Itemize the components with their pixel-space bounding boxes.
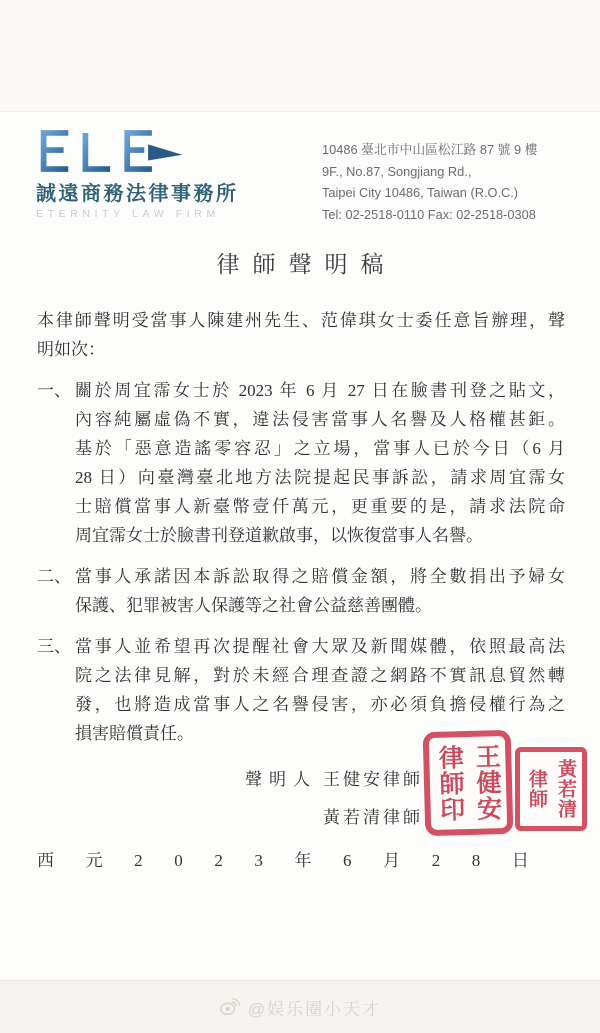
photo-background-bottom: [0, 980, 600, 1033]
lawyer-seal-2: [515, 747, 587, 831]
text-line: 基於「惡意造謠零容忍」之立場，當事人已於今日（6 月: [75, 439, 565, 458]
text-line: 10486 臺北市中山區松江路 87 號 9 樓: [322, 142, 538, 157]
text-line: 西: [37, 851, 54, 870]
text-line: Taipei City 10486, Taiwan (R.O.C.): [322, 185, 519, 200]
document-title: 律師聲明稿: [216, 252, 397, 277]
text-line: 2: [214, 851, 223, 870]
text-line: 內容純屬虛偽不實，違法侵害當事人名譽及人格權甚鉅。: [75, 410, 565, 429]
intro-paragraph: [37, 306, 565, 364]
text-line: 發，也將造成當事人之名譽侵害，亦必須負擔侵權行為之: [75, 695, 565, 714]
text-line: 2: [134, 851, 143, 870]
text-line: 8: [471, 851, 481, 870]
text-line: 28 日）向臺灣臺北地方法院提起民事訴訟，請求周宜霈女: [75, 468, 565, 487]
firm-name-en: ETERNITY LAW FIRM: [36, 208, 220, 220]
text-line: 9F., No.87, Songjiang Rd.,: [322, 163, 472, 179]
item-lines: [75, 562, 565, 620]
item-lines: [75, 376, 565, 550]
item-marker: 二、: [37, 567, 71, 586]
text-line: 周宜霈女士於臉書刊登道歉啟事，以恢復當事人名譽。: [75, 526, 483, 545]
lawyer-name-1: 王健安律師: [323, 769, 423, 789]
text-line: 關於周宜霈女士於 2023 年 6 月 27 日在臉書刊登之貼文，: [75, 381, 565, 400]
text-line: 本律師聲明受當事人陳建州先生、范偉琪女士委任意旨辦理，聲: [37, 311, 565, 330]
text-line: 6: [343, 851, 352, 870]
declarant-label: 聲明人: [245, 769, 317, 789]
text-line: 保護、犯罪被害人保護等之社會公益慈善團體。: [75, 596, 432, 615]
text-line: 年: [294, 851, 312, 870]
text-line: 日: [511, 851, 529, 870]
text-line: 明如次：: [37, 340, 105, 359]
item-marker: 一、: [37, 381, 71, 400]
text-line: 月: [383, 851, 401, 870]
text-line: 損害賠償責任。: [75, 724, 194, 743]
lawyer-seal-1: [423, 730, 514, 836]
text-line: Tel: 02-2518-0110 Fax: 02-2518-0308: [322, 206, 536, 222]
text-line: 當事人並希望再次提醒社會大眾及新聞媒體，依照最高法: [75, 637, 565, 656]
seal-text: 王健安律師印: [434, 743, 502, 823]
text-line: 2: [431, 851, 441, 870]
law-firm-logo: [36, 128, 296, 220]
text-line: 3: [254, 851, 263, 870]
text-line: 院之法律見解，對於未經合理查證之網路不實訊息貿然轉: [75, 666, 565, 685]
seal-text: 黃若清律師: [526, 759, 576, 819]
lawyer-name-2: 黃若清律師: [323, 807, 423, 827]
firm-name-zh: 誠遠商務法律事務所: [36, 183, 239, 205]
text-line: 0: [174, 851, 183, 870]
item-marker: 三、: [37, 637, 71, 656]
statement-item-2: [37, 562, 565, 620]
ele-monogram-icon: [36, 128, 188, 174]
weibo-icon: [219, 997, 241, 1017]
watermark-handle: @娱乐圈小天才: [247, 999, 382, 1019]
firm-address: [322, 139, 537, 225]
text-line: 當事人承諾因本訴訟取得之賠償金額，將全數捐出予婦女: [75, 567, 565, 586]
text-line: 士賠償當事人新臺幣壹仟萬元，更重要的是，請求法院命: [75, 497, 565, 516]
date-line: [37, 846, 529, 875]
statement-item-1: [37, 376, 565, 550]
text-line: 元: [85, 851, 103, 870]
photo-background-top: [0, 0, 600, 112]
